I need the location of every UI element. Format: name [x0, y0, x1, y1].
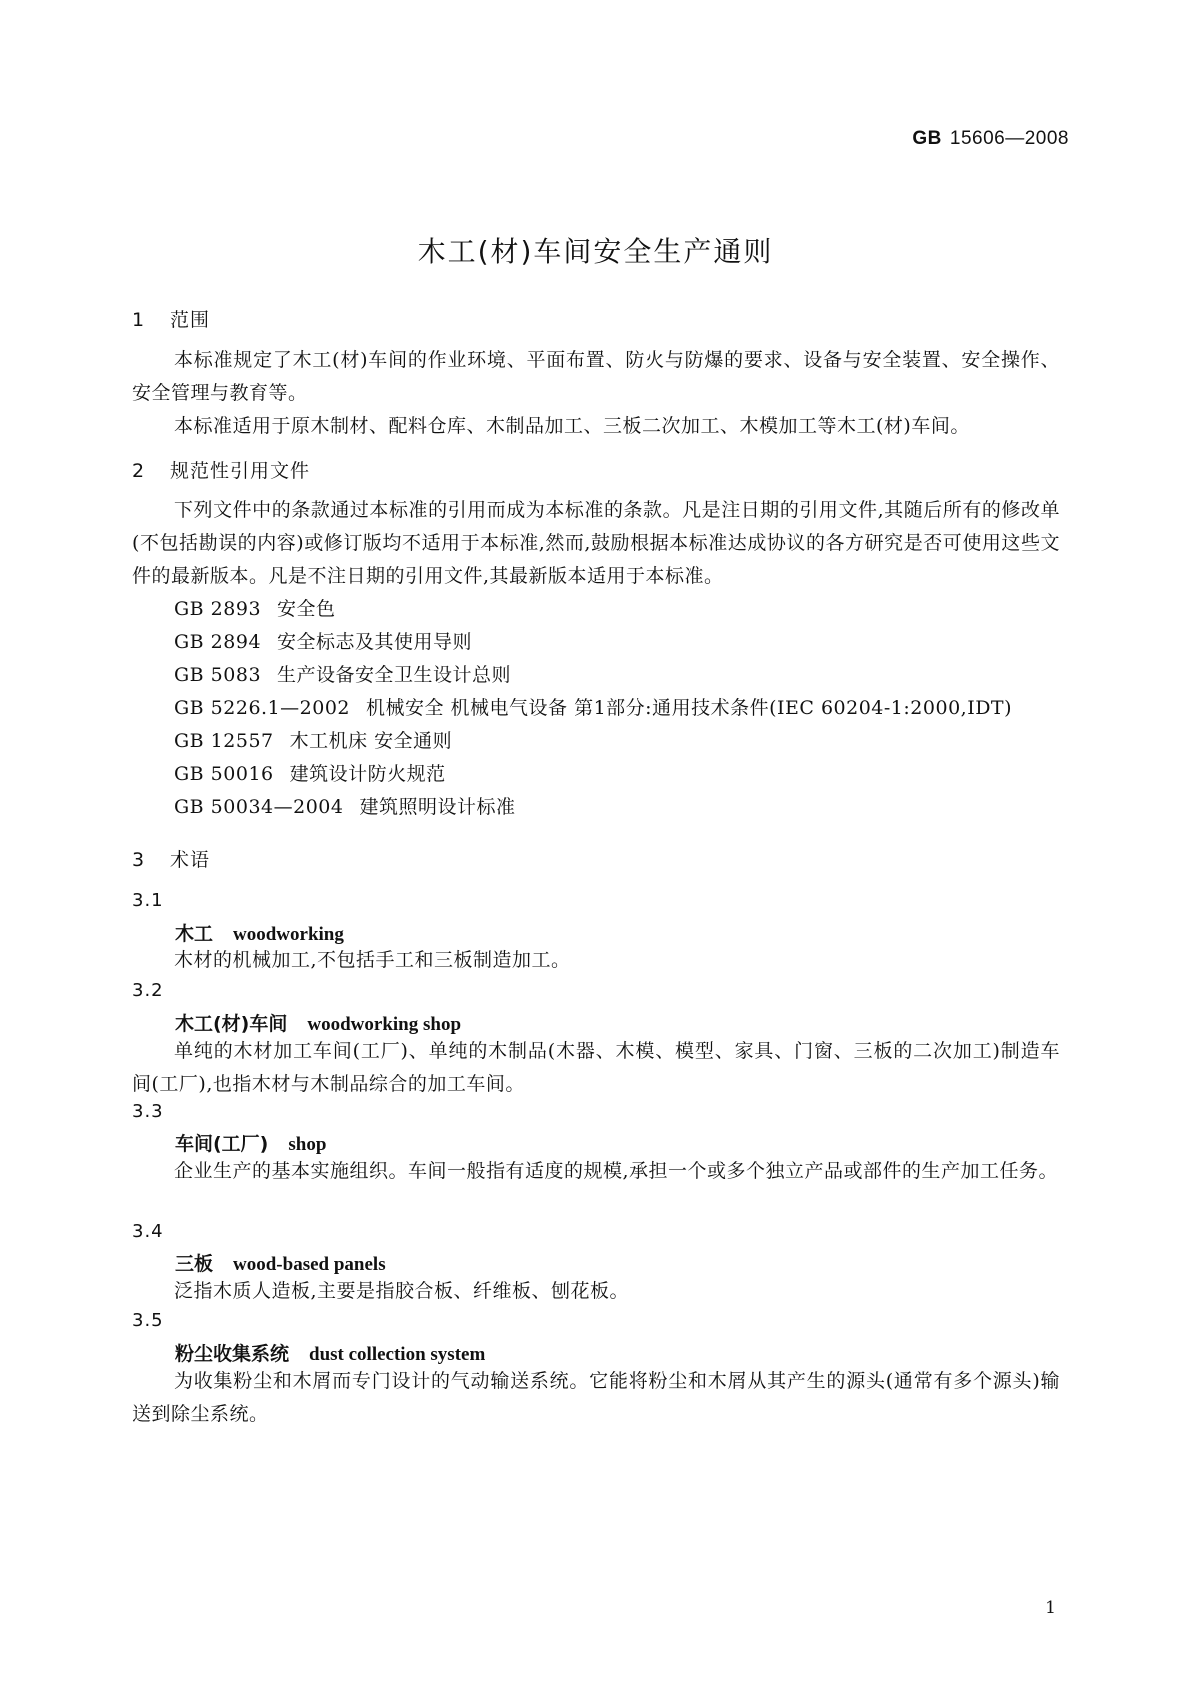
reference-code: GB 5226.1—2002: [174, 697, 351, 719]
reference-item: [132, 659, 1060, 692]
reference-item: [132, 593, 1060, 626]
reference-title: 木工机床 安全通则: [289, 730, 453, 752]
reference-title: 安全标志及其使用导则: [277, 631, 473, 653]
section-2-heading: [132, 456, 310, 483]
paragraph: 单纯的木材加工车间(工厂)、单纯的木制品(木器、木模、模型、家具、门窗、三板的二次加工)制造车间(工厂),也指木材与木制品综合的加工车间。: [132, 1040, 1060, 1095]
reference-item: [132, 725, 1060, 758]
section-2-body: [132, 494, 1060, 824]
section-title: 范围: [170, 309, 211, 331]
term-cn: 粉尘收集系统: [175, 1343, 290, 1365]
reference-item: [132, 758, 1060, 791]
term-name: [175, 1129, 326, 1156]
page-number: 1: [1045, 1598, 1056, 1618]
reference-code: GB 50034—2004: [174, 796, 344, 818]
term-en: wood-based panels: [233, 1254, 386, 1275]
paragraph: 木材的机械加工,不包括手工和三板制造加工。: [174, 949, 571, 971]
paragraph: 企业生产的基本实施组织。车间一般指有适度的规模,承担一个或多个独立产品或部件的生产加工任务。: [174, 1160, 1059, 1182]
term-en: woodworking: [233, 924, 344, 945]
paragraph: 下列文件中的条款通过本标准的引用而成为本标准的条款。凡是注日期的引用文件,其随后所有的修改单(不包括勘误的内容)或修订版均不适用于本标准,然而,鼓励根据本标准达成协议的各方研究是否可使用这些文件的最新版本。凡是不注日期的引用文件,其最新版本适用于本标准。: [132, 499, 1060, 587]
reference-code: GB 50016: [174, 763, 274, 785]
term-number: 3.1: [132, 890, 164, 911]
standard-code: [912, 128, 1069, 150]
reference-code: GB 2893: [174, 598, 262, 620]
term-number: 3.2: [132, 980, 164, 1001]
term-en: shop: [288, 1134, 327, 1155]
paragraph: 泛指木质人造板,主要是指胶合板、纤维板、刨花板。: [174, 1280, 630, 1302]
term-cn: 木工(材)车间: [175, 1013, 288, 1035]
term-number: 3.5: [132, 1310, 164, 1331]
term-definition: [132, 1365, 1060, 1431]
reference-title: 建筑照明设计标准: [359, 796, 516, 818]
paragraph: 本标准适用于原木制材、配料仓库、木制品加工、三板二次加工、木模加工等木工(材)车间。: [174, 415, 970, 437]
term-definition: [132, 1155, 1060, 1188]
term-name: [175, 1249, 386, 1276]
reference-code: GB 5083: [174, 664, 262, 686]
section-number: 1: [132, 309, 146, 331]
term-name: [175, 1009, 461, 1036]
term-cn: 木工: [175, 923, 214, 945]
section-number: 3: [132, 849, 146, 871]
term-name: [175, 919, 344, 946]
reference-code: GB 2894: [174, 631, 262, 653]
term-name: [175, 1339, 485, 1366]
section-title: 规范性引用文件: [170, 460, 311, 482]
reference-code: GB 12557: [174, 730, 274, 752]
term-en: woodworking shop: [307, 1014, 462, 1035]
term-definition: [132, 1275, 1060, 1308]
reference-title: 机械安全 机械电气设备 第1部分:通用技术条件(IEC 60204-1:2000,IDT): [366, 697, 1013, 719]
reference-item: [132, 791, 1060, 824]
reference-item: [132, 626, 1060, 659]
reference-title: 建筑设计防火规范: [289, 763, 446, 785]
section-title: 术语: [170, 849, 211, 871]
term-en: dust collection system: [309, 1344, 486, 1365]
reference-title: 生产设备安全卫生设计总则: [277, 664, 512, 686]
reference-title: 安全色: [277, 598, 336, 620]
section-3-heading: [132, 845, 210, 872]
document-title: 木工(材)车间安全生产通则: [417, 235, 774, 268]
section-number: 2: [132, 460, 146, 482]
standard-prefix: GB: [912, 128, 942, 149]
section-1-body: [132, 344, 1060, 443]
term-definition: [132, 1035, 1060, 1101]
term-number: 3.3: [132, 1101, 164, 1122]
term-cn: 三板: [175, 1253, 214, 1275]
section-1-heading: [132, 305, 210, 332]
reference-item: [132, 692, 1060, 725]
paragraph: 本标准规定了木工(材)车间的作业环境、平面布置、防火与防爆的要求、设备与安全装置、安全操作、安全管理与教育等。: [132, 349, 1060, 404]
paragraph: 为收集粉尘和木屑而专门设计的气动输送系统。它能将粉尘和木屑从其产生的源头(通常有多个源头)输送到除尘系统。: [132, 1370, 1060, 1425]
term-number: 3.4: [132, 1221, 164, 1242]
standard-number: 15606—2008: [949, 128, 1069, 149]
term-definition: [132, 944, 1060, 977]
term-cn: 车间(工厂): [175, 1133, 269, 1155]
